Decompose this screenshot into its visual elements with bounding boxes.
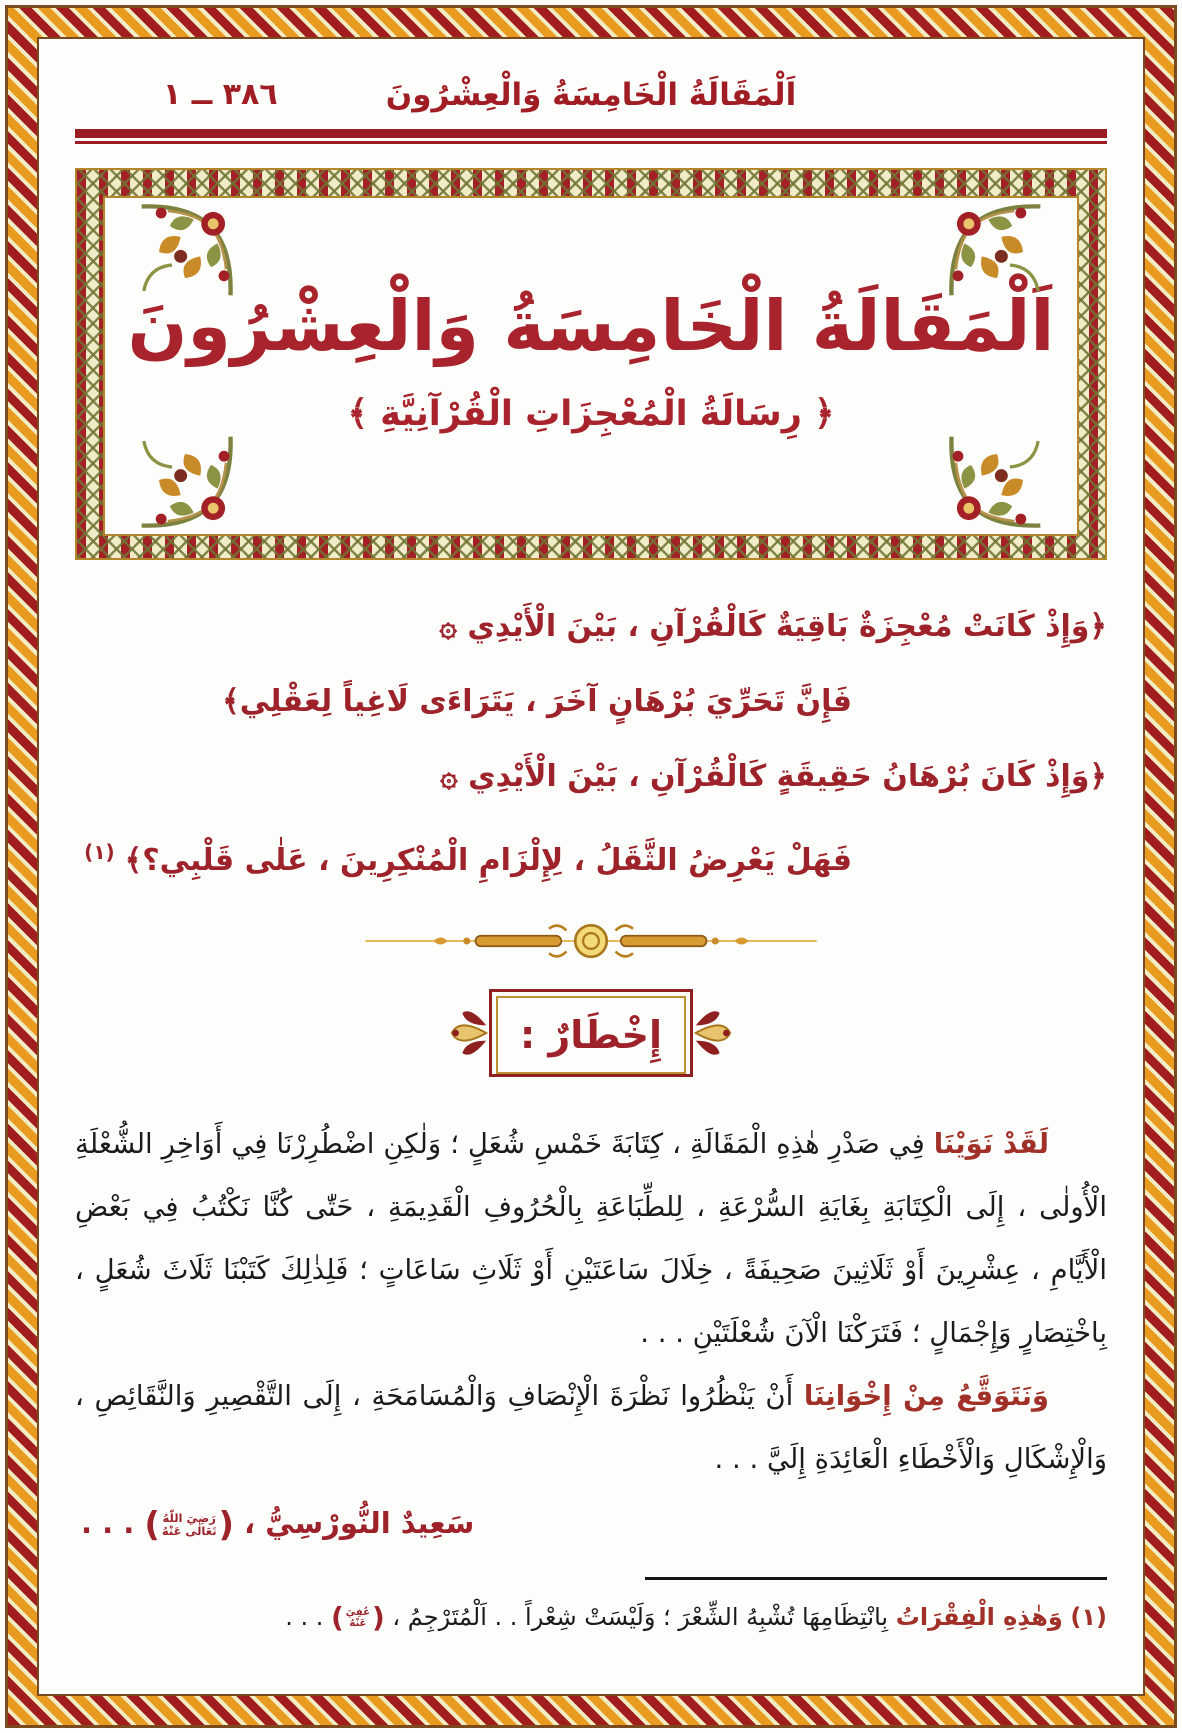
paragraph-text: أَنْ يَنْظُرُوا نَظْرَةَ الْإِنْصَافِ وَالْمُسَامَحَةِ ، إِلَى التَّقْصِيرِ وَالنَّقَائِصِ ، وَالْإِشْكَالِ وَالْأَخْطَاءِ الْعَائِدَةِ إِلَيَّ . . . bbox=[75, 1380, 1107, 1475]
seal-line: عُفِيَ bbox=[345, 1606, 370, 1618]
paragraph-text: فِي صَدْرِ هٰذِهِ الْمَقَالَةِ ، كِتَابَةَ خَمْسِ شُعَلٍ ؛ وَلٰكِنِ اضْطُرِرْنَا فِي أَوَاخِرِ الشُّعْلَةِ الْأُولٰى ، إِلَى الْكِتَابَةِ بِغَايَةِ السُّرْعَةِ ، لِلطِّبَاعَةِ بِالْحُرُوفِ الْقَدِيمَةِ ، حَتّٰى كُنَّا نَكْتُبُ فِي بَعْضِ الْأَيَّامِ ، عِشْرِينَ أَوْ ثَلَاثِينَ صَحِيفَةً ، خِلَالَ سَاعَتَيْنِ أَوْ ثَلَاثِ سَاعَاتٍ ؛ فَلِذٰلِكَ كَتَبْنَا ثَلَاثَ شُعَلٍ ، بِاخْتِصَارٍ وَإِجْمَالٍ ؛ فَتَرَكْنَا الْآنَ شُعْلَتَيْنِ . . . bbox=[75, 1128, 1107, 1349]
poem-line bbox=[75, 679, 1107, 725]
corner-flourish-icon bbox=[945, 200, 1075, 330]
poem-line-text: فَإِنَّ تَحَرِّيَ بُرْهَانٍ آخَرَ ، يَتَرَاءَى لَاغِياً لِعَقْلِي﴾ bbox=[222, 684, 852, 719]
seal-line: تَعَالٰى عَنْهُ bbox=[161, 1524, 217, 1538]
footnote-lead: وَهٰذِهِ الْفِقْرَاتُ bbox=[895, 1603, 1063, 1631]
notice-box-wrapper bbox=[75, 989, 1107, 1077]
footnote-text: بِانْتِظَامِهَا تُشْبِهُ الشِّعْرَ ؛ وَلَيْسَتْ شِعْراً . . اَلْمُتَرْجِمُ ، bbox=[392, 1603, 889, 1631]
header-rule bbox=[75, 129, 1107, 144]
page-content bbox=[39, 39, 1143, 1694]
seal-line: عَنْهُ bbox=[349, 1618, 367, 1629]
notice-leaf-icon bbox=[692, 997, 734, 1069]
section-divider bbox=[75, 913, 1107, 969]
footnote-trailing-dots: . . . bbox=[285, 1603, 324, 1631]
notice-box bbox=[489, 989, 693, 1077]
footnote-seal bbox=[346, 1607, 370, 1630]
poem-line bbox=[75, 754, 1107, 800]
title-frame bbox=[75, 168, 1107, 560]
paragraph bbox=[75, 1365, 1107, 1491]
footnote-marker: (١) bbox=[1070, 1603, 1107, 1631]
footnote bbox=[75, 1596, 1107, 1639]
poem-line-text: ﴿وَإِذْ كَانَتْ مُعْجِزَةٌ بَاقِيَةٌ كَالْقُرْآنِ ، بَيْنَ الْأَيْدِي ۞ bbox=[439, 609, 1107, 644]
header-rule-thick bbox=[75, 129, 1107, 138]
poem-line bbox=[75, 604, 1107, 650]
seal-paren-open: ( bbox=[218, 1505, 235, 1545]
running-title: اَلْمَقَالَةُ الْخَامِسَةُ وَالْعِشْرُونَ bbox=[385, 77, 797, 113]
signature-trailing-dots: . . . bbox=[81, 1506, 135, 1540]
author-signature bbox=[75, 1499, 1107, 1549]
body-text bbox=[75, 1113, 1107, 1491]
seal-line: رَضِيَ اللّٰهُ bbox=[162, 1510, 216, 1525]
signature-name: سَعِيدٌ النُّورْسِيُّ ، bbox=[244, 1506, 475, 1540]
paragraph bbox=[75, 1113, 1107, 1365]
poem-line-text: ﴿وَإِذْ كَانَ بُرْهَانُ حَقِيقَةٍ كَالْقُرْآنِ ، بَيْنَ الْأَيْدِي ۞ bbox=[440, 759, 1107, 794]
title-frame-inner bbox=[103, 196, 1079, 536]
footnote-rule bbox=[645, 1577, 1107, 1580]
page-number-marker: ٣٨٦ ــ ١ bbox=[163, 77, 278, 112]
corner-flourish-icon bbox=[107, 402, 237, 532]
paragraph-lead: لَقَدْ نَوَيْنَا bbox=[933, 1128, 1049, 1160]
signature-seal bbox=[162, 1512, 217, 1538]
poem-block bbox=[75, 604, 1107, 884]
notice-box-inner bbox=[496, 996, 686, 1074]
page-header bbox=[75, 73, 1107, 117]
notice-leaf-icon bbox=[448, 997, 490, 1069]
paragraph-lead: وَنَتَوَقَّعُ مِنْ إِخْوَانِنَا bbox=[803, 1380, 1050, 1412]
poem-line bbox=[75, 829, 1107, 884]
divider-ornament-icon bbox=[331, 913, 851, 969]
seal-paren-close: ) bbox=[331, 1601, 344, 1634]
chapter-subtitle: ﴿ رِسَالَةُ الْمُعْجِزَاتِ الْقُرْآنِيَّةِ ﴾ bbox=[347, 394, 835, 434]
notice-label: إِخْطَارٌ : bbox=[520, 1013, 662, 1057]
seal-paren-open: ( bbox=[371, 1601, 385, 1634]
seal-paren-close: ) bbox=[144, 1505, 160, 1545]
footnote-reference: (١) bbox=[84, 840, 115, 864]
corner-flourish-icon bbox=[107, 200, 237, 330]
chapter-title: اَلْمَقَالَةُ الْخَامِسَةُ وَالْعِشْرُونَ bbox=[127, 285, 1055, 367]
header-rule-thin bbox=[75, 141, 1107, 144]
poem-line-text: فَهَلْ يَعْرِضُ الثَّقَلُ ، لِإِلْزَامِ الْمُنْكِرِينَ ، عَلٰى قَلْبِي؟﴾ bbox=[124, 843, 852, 878]
corner-flourish-icon bbox=[945, 402, 1075, 532]
